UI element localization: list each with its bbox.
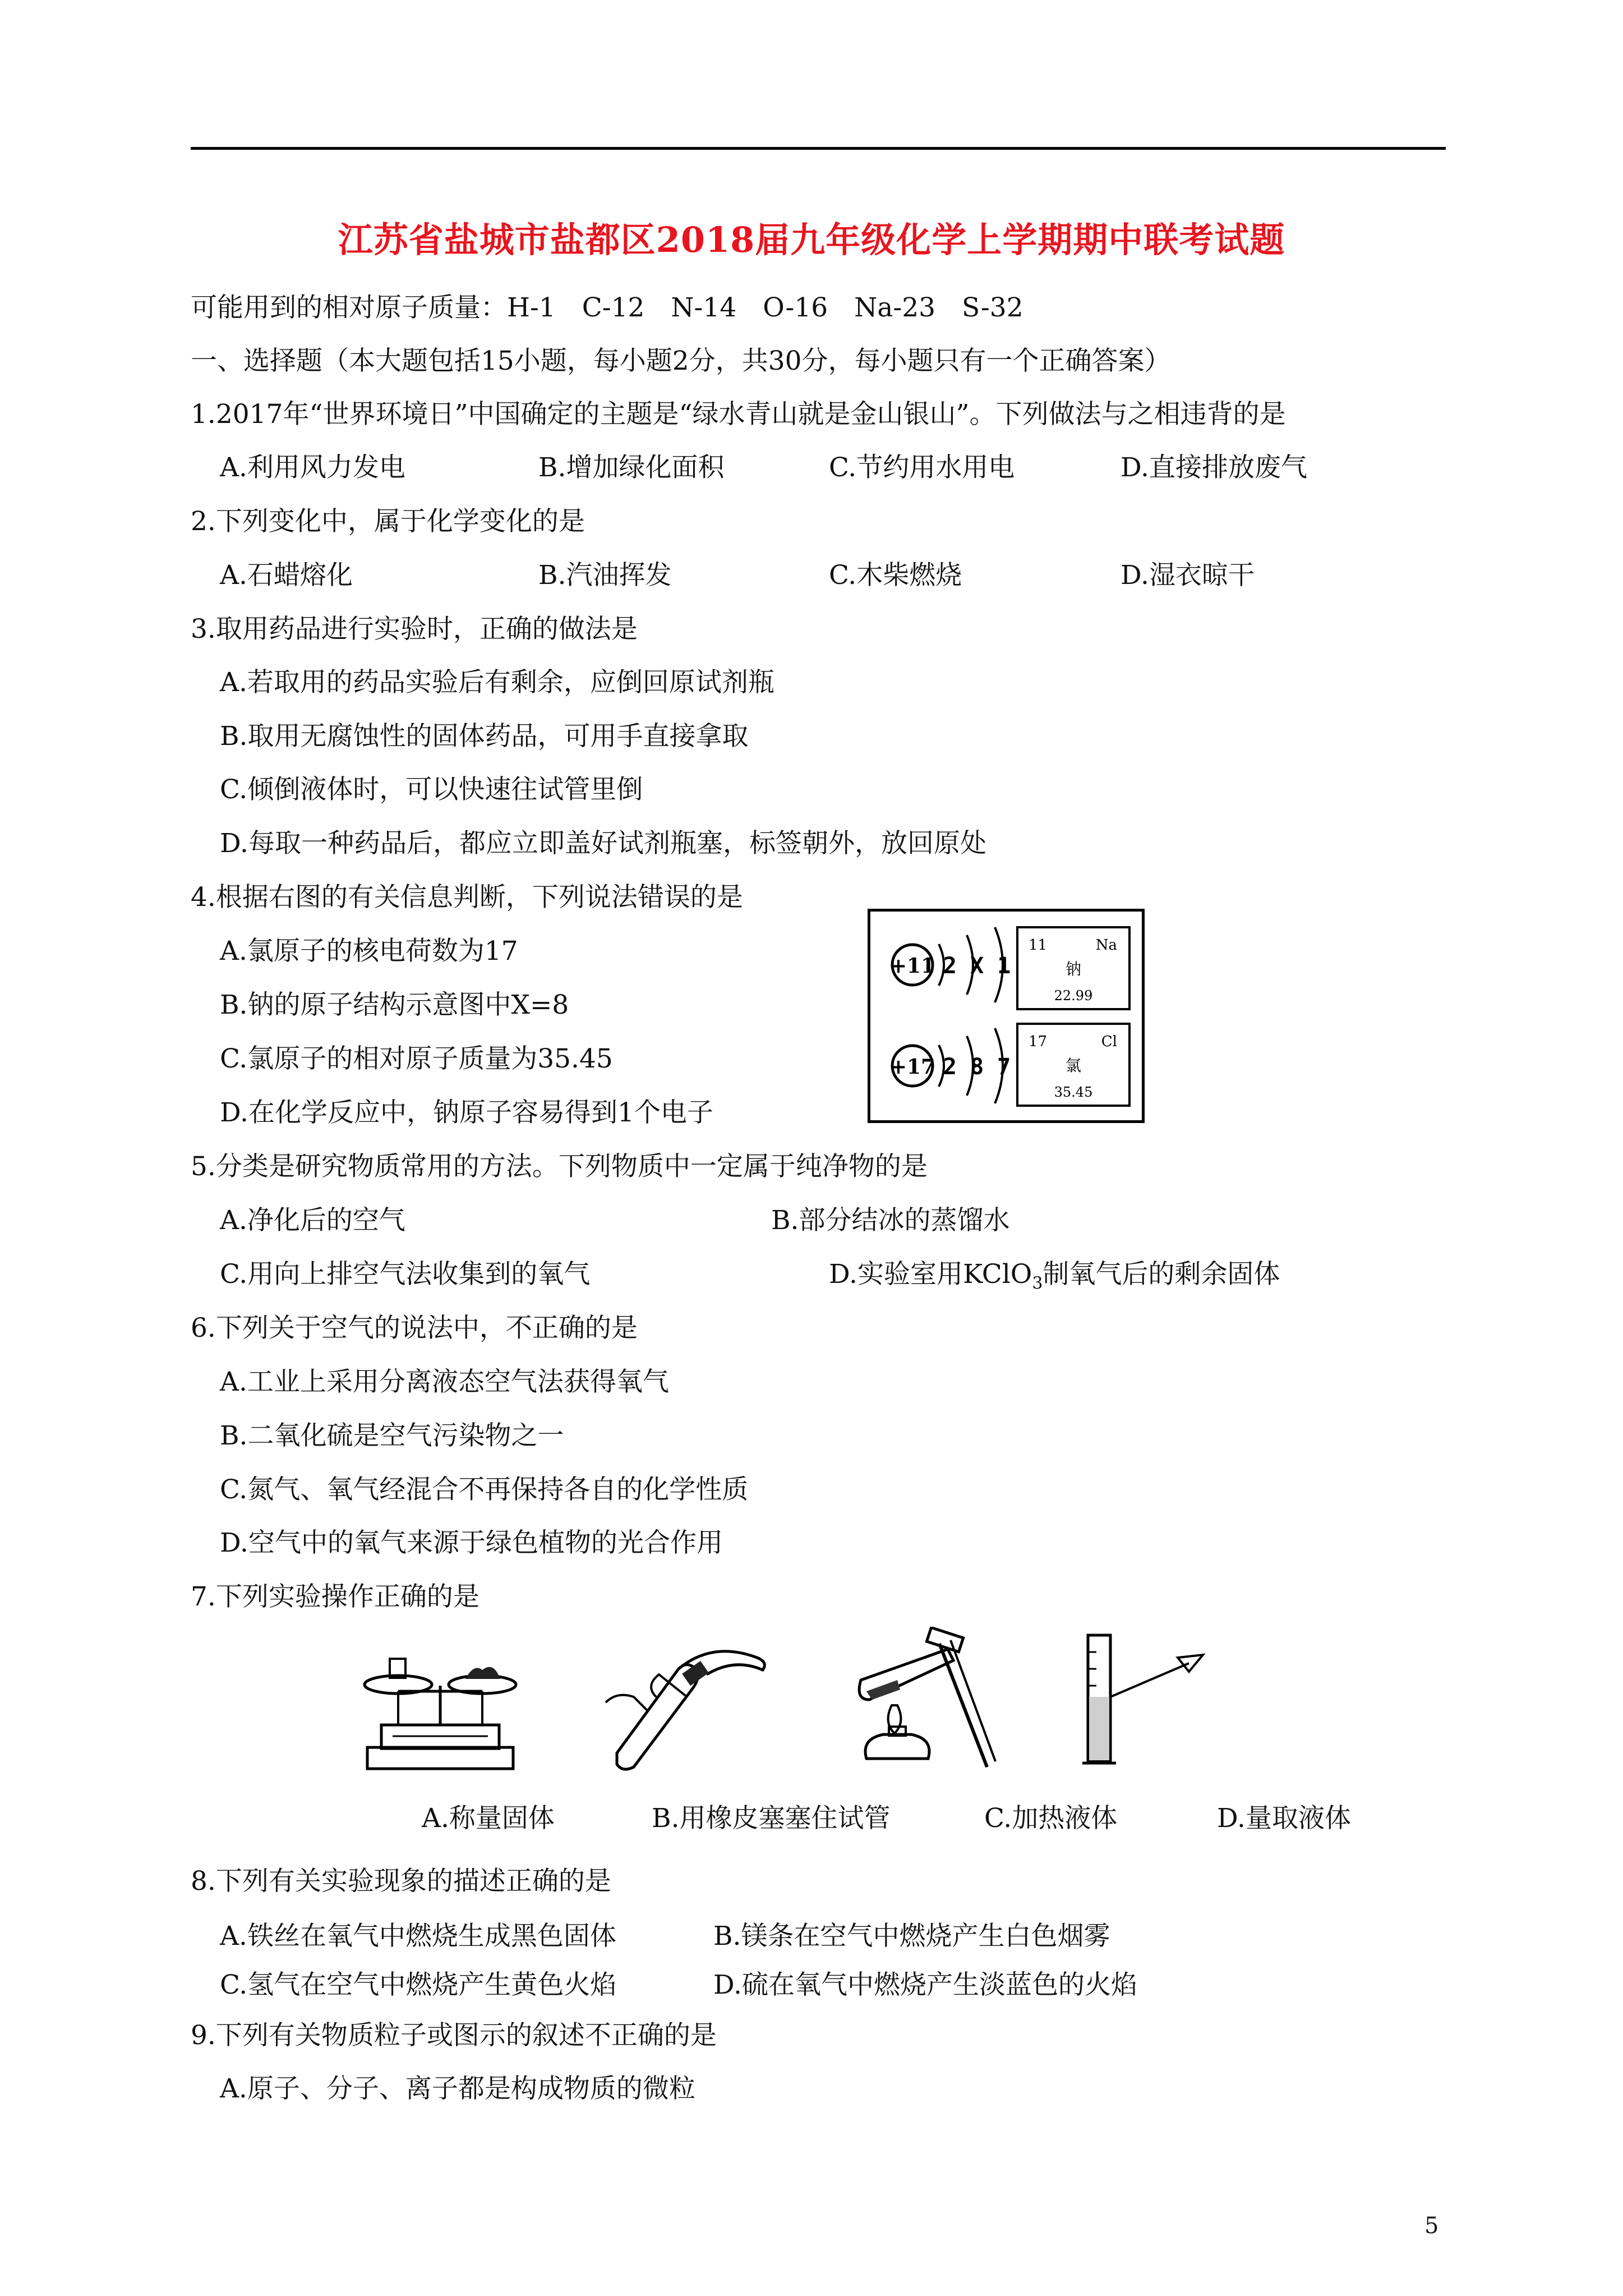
q4-option-b: B.钠的原子结构示意图中X=8: [220, 990, 569, 1020]
q5-option-b: B.部分结冰的蒸馏水: [771, 1205, 1010, 1236]
q3-option-d: D.每取一种药品后，都应立即盖好试剂瓶塞，标签朝外，放回原处: [220, 828, 986, 859]
q6-option-b: B.二氧化硫是空气污染物之一: [220, 1420, 564, 1451]
q6-option-c: C.氮气、氧气经混合不再保持各自的化学性质: [220, 1474, 749, 1505]
q4-option-d: D.在化学反应中，钠原子容易得到1个电子: [220, 1097, 713, 1128]
chlorine-nucleus-label: +17: [889, 1055, 935, 1079]
question-1-stem: 1.2017年“世界环境日”中国确定的主题是“绿水青山就是金山银山”。下列做法与之相违背的是: [191, 399, 1286, 430]
balance-scale-figure: [359, 1635, 522, 1773]
q5-option-d-text-end: 制氧气后的剩余固体: [1043, 1259, 1280, 1290]
q8-option-d: D.硫在氧气中燃烧产生淡蓝色的火焰: [713, 1970, 1137, 2000]
q2-option-d: D.湿衣晾干: [1121, 560, 1255, 591]
q7-option-b: B.用橡皮塞塞住试管: [652, 1803, 891, 1834]
q1-option-a: A.利用风力发电: [220, 452, 405, 483]
chlorine-atomic-number: 17: [1029, 1033, 1048, 1050]
q6-option-d: D.空气中的氧气来源于绿色植物的光合作用: [220, 1527, 723, 1558]
sodium-electron-shells: 2 X 1: [943, 953, 1011, 979]
heating-liquid-figure: [844, 1627, 1007, 1773]
q3-option-b: B.取用无腐蚀性的固体药品，可用手直接拿取: [220, 721, 749, 752]
q1-option-b: B.增加绿化面积: [538, 452, 725, 483]
q5-option-c: C.用向上排空气法收集到的氧气: [220, 1259, 591, 1290]
q1-option-c: C.节约用水用电: [829, 452, 1015, 483]
q8-option-b: B.镁条在空气中燃烧产生白色烟雾: [713, 1921, 1110, 1952]
q3-option-a: A.若取用的药品实验后有剩余，应倒回原试剂瓶: [220, 667, 774, 698]
q5-option-d-subscript: 3: [1032, 1273, 1043, 1294]
q1-option-d: D.直接排放废气: [1121, 452, 1307, 483]
q3-option-c: C.倾倒液体时，可以快速往试管里倒: [220, 774, 643, 805]
chlorine-atom-diagram: [890, 1028, 1011, 1103]
question-2-stem: 2.下列变化中，属于化学变化的是: [191, 506, 585, 537]
stopper-test-tube-figure: [594, 1635, 780, 1773]
question-8-stem: 8.下列有关实验现象的描述正确的是: [191, 1866, 611, 1897]
q9-option-a: A.原子、分子、离子都是构成物质的微粒: [220, 2073, 695, 2104]
question-4-stem: 4.根据右图的有关信息判断，下列说法错误的是: [191, 882, 743, 913]
question-5-stem: 5.分类是研究物质常用的方法。下列物质中一定属于纯净物的是: [191, 1151, 928, 1182]
q2-option-c: C.木柴燃烧: [829, 560, 962, 591]
q6-option-a: A.工业上采用分离液态空气法获得氧气: [220, 1366, 669, 1397]
atom-structure-figure: [868, 909, 1145, 1123]
question-6-stem: 6.下列关于空气的说法中，不正确的是: [191, 1313, 638, 1343]
chlorine-name: 氯: [1065, 1056, 1082, 1075]
sodium-name: 钠: [1065, 960, 1082, 978]
q4-option-a: A.氯原子的核电荷数为17: [220, 936, 518, 967]
q2-option-a: A.石蜡熔化: [220, 560, 353, 591]
sodium-atomic-number: 11: [1029, 937, 1048, 954]
q7-option-c: C.加热液体: [984, 1803, 1118, 1834]
chlorine-element-card: [1017, 1024, 1129, 1106]
q2-option-b: B.汽油挥发: [538, 560, 672, 591]
sodium-atom-diagram: [890, 927, 1011, 1002]
chlorine-atomic-mass: 35.45: [1054, 1084, 1093, 1100]
q8-option-c: C.氢气在空气中燃烧产生黄色火焰: [220, 1970, 617, 2000]
q5-option-d: [829, 1261, 1280, 1292]
chlorine-symbol: Cl: [1101, 1033, 1117, 1050]
question-7-stem: 7.下列实验操作正确的是: [191, 1581, 479, 1612]
page-title: 江苏省盐城市盐都区2018届九年级化学上学期期中联考试题: [338, 219, 1285, 260]
sodium-nucleus-label: +11: [889, 954, 935, 978]
q5-option-a: A.净化后的空气: [220, 1205, 405, 1236]
q7-option-a: A.称量固体: [422, 1803, 555, 1834]
sodium-symbol: Na: [1095, 937, 1117, 954]
measuring-cylinder-figure: [1077, 1630, 1217, 1770]
question-9-stem: 9.下列有关物质粒子或图示的叙述不正确的是: [191, 2020, 717, 2051]
header-rule: [191, 147, 1446, 150]
question-3-stem: 3.取用药品进行实验时，正确的做法是: [191, 614, 638, 645]
sodium-element-card: [1017, 927, 1129, 1009]
q8-option-a: A.铁丝在氧气中燃烧生成黑色固体: [220, 1921, 616, 1952]
q4-option-c: C.氯原子的相对原子质量为35.45: [220, 1043, 613, 1074]
section-heading: 一、选择题（本大题包括15小题，每小题2分，共30分，每小题只有一个正确答案）: [191, 346, 1171, 376]
atomic-masses: 可能用到的相对原子质量：H-1 C-12 N-14 O-16 Na-23 S-32: [191, 292, 1023, 323]
sodium-atomic-mass: 22.99: [1054, 988, 1093, 1004]
q5-option-d-text: D.实验室用KClO: [829, 1259, 1032, 1290]
chlorine-electron-shells: 2 8 7: [943, 1054, 1011, 1080]
page-number: 5: [1424, 2213, 1439, 2239]
q7-option-d: D.量取液体: [1217, 1803, 1351, 1834]
